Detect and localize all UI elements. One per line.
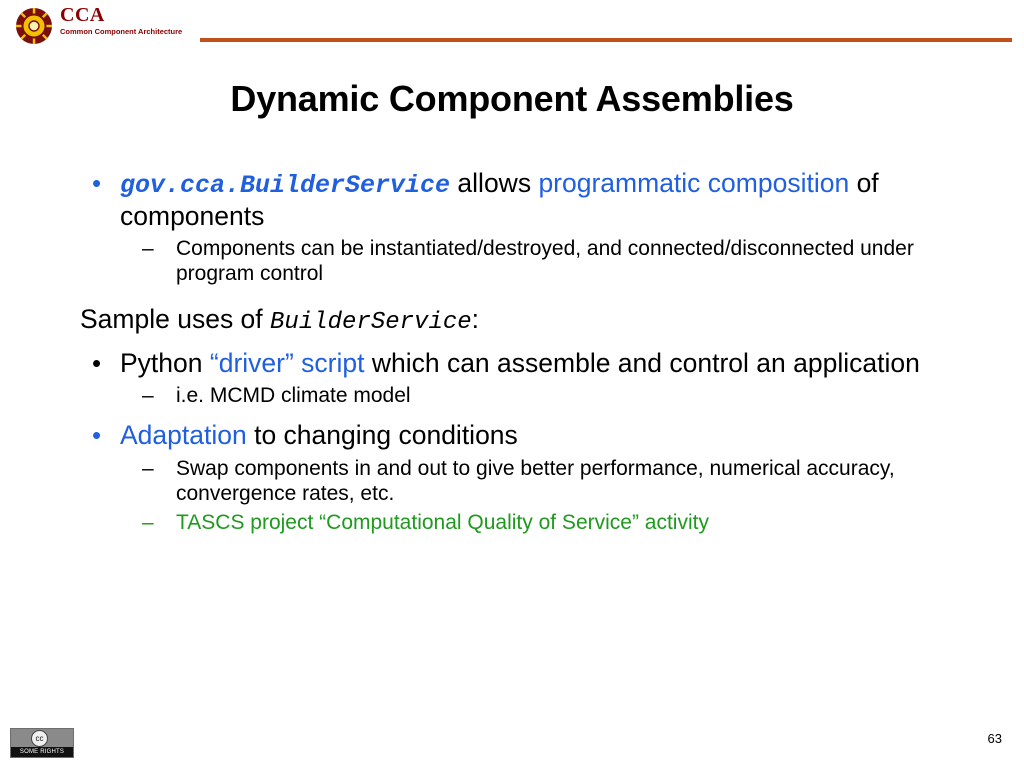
sub-bullet-tascs bbox=[80, 510, 980, 535]
page-number: 63 bbox=[987, 731, 1002, 746]
cc-mark-icon: cc bbox=[31, 730, 48, 747]
dash-marker-icon: – bbox=[142, 236, 154, 260]
sub-bullet-swap bbox=[80, 456, 980, 506]
logo-subtitle: Common Component Architecture bbox=[60, 27, 183, 36]
creative-commons-badge bbox=[10, 728, 74, 765]
sample-suffix: : bbox=[471, 304, 480, 335]
sub1-text: Components can be instantiated/destroyed, and connected/disconnected under program control bbox=[176, 236, 914, 285]
cca-logo bbox=[8, 2, 208, 46]
bullet-adaptation bbox=[80, 420, 980, 451]
sample-uses-line bbox=[80, 304, 980, 338]
bullet2-prefix: Python bbox=[120, 347, 210, 378]
sub-bullet-instantiate bbox=[80, 236, 980, 286]
logo-title: CCA bbox=[60, 4, 105, 26]
bullet-builderservice bbox=[80, 168, 980, 232]
dash-marker-icon: – bbox=[142, 456, 154, 480]
sub-bullet-mcmd bbox=[80, 383, 980, 408]
bullet1-blue-phrase: programmatic composition bbox=[538, 168, 850, 198]
slide-header bbox=[0, 0, 1024, 56]
bullet2-suffix: which can assemble and control an application bbox=[364, 347, 920, 378]
bullet2-blue-phrase: “driver” script bbox=[209, 347, 365, 378]
bullet-marker-icon: • bbox=[92, 168, 102, 198]
sample-code: BuilderService bbox=[270, 309, 472, 337]
bullet1-tail: of components bbox=[120, 168, 879, 231]
bullet-marker-icon: • bbox=[92, 347, 102, 378]
cc-badge-label: SOME RIGHTS RESERVED bbox=[11, 747, 73, 757]
sub4-text: TASCS project “Computational Quality of Service” activity bbox=[176, 511, 709, 535]
bullet3-blue-phrase: Adaptation bbox=[120, 420, 247, 451]
cca-sun-logo-icon bbox=[14, 6, 54, 46]
sub2-text: i.e. MCMD climate model bbox=[176, 384, 411, 408]
page-title: Dynamic Component Assemblies bbox=[230, 78, 794, 119]
dash-marker-icon: – bbox=[142, 511, 154, 535]
dash-marker-icon: – bbox=[142, 384, 154, 408]
header-divider bbox=[200, 38, 1012, 42]
bullet1-text-after: allows bbox=[450, 168, 539, 198]
code-builderservice: gov.cca.BuilderService bbox=[120, 171, 451, 200]
bullet-python-driver bbox=[80, 348, 980, 379]
bullet3-suffix: to changing conditions bbox=[246, 420, 518, 451]
spacer bbox=[80, 410, 980, 420]
sub3-text: Swap components in and out to give better performance, numerical accuracy, convergence rates, etc. bbox=[176, 456, 895, 505]
bullet-marker-icon: • bbox=[92, 420, 102, 451]
sample-prefix: Sample uses of bbox=[80, 304, 271, 335]
slide-body bbox=[80, 168, 980, 537]
